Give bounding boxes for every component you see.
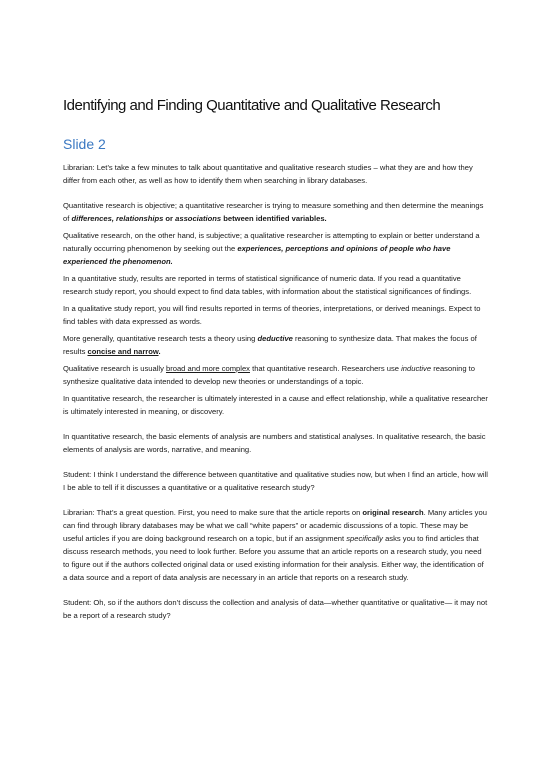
- document-body: [63, 161, 488, 622]
- paragraph-inductive: Qualitative research is usually broad and more complex that quantitative research. Researchers use inductive reasoning to synthesize qualitative data intended to develop new theories or understandings of a topic.: [63, 364, 475, 386]
- paragraph-deductive: More generally, quantitative research tests a theory using deductive reasoning to synthesize data. That makes the focus of results concise and narrow.: [63, 334, 477, 356]
- paragraph-qualitative-results: In a qualitative study report, you will find results reported in terms of theories, interpretations, or derived meanings. Expect to find tables with data expressed as words.: [63, 304, 481, 326]
- document-title: Identifying and Finding Quantitative and Qualitative Research: [63, 97, 441, 114]
- paragraph-cause-effect: In quantitative research, the researcher is ultimately interested in a cause and effect relationship, while a qualitative researcher is ultimately interested in meaning, or discovery.: [63, 394, 488, 416]
- paragraph-quantitative-definition: Quantitative research is objective; a quantitative researcher is trying to measure something and then determine the meanings of differences, relationships or associations between identified variables.: [63, 201, 484, 223]
- paragraph-librarian-answer: Librarian: That’s a great question. First, you need to make sure that the article reports on original research. Many articles you can find through library databases may be what we call “white papers” or academic discussions of a topic. These may be useful articles if you are doing background research on a topic, but if an assignment specifically asks you to find articles that discuss research methods, you need to look further. Before you assume that an article reports on a research study, you need to figure out if the authors collected original data or used existing information for their analysis. Either way, the identification of a data source and a report of data analysis are necessary in an article that reports on a research study.: [63, 508, 487, 582]
- paragraph-intro: Librarian: Let’s take a few minutes to talk about quantitative and qualitative research studies – what they are and how they differ from each other, as well as how to identify them when searching in library databases.: [63, 163, 473, 185]
- paragraph-quantitative-results: In a quantitative study, results are reported in terms of statistical significance of numeric data. If you read a quantitative research study report, you should expect to find data tables, with information about the statistical significances of findings.: [63, 274, 472, 296]
- paragraph-student-question: Student: I think I understand the difference between quantitative and qualitative studies now, but when I find an article, how will I be able to tell if it discusses a quantitative or a qualitative research study?: [63, 470, 488, 492]
- paragraph-qualitative-definition: Qualitative research, on the other hand, is subjective; a qualitative researcher is attempting to explain or better understand a naturally occurring phenomenon by seeking out the experiences, perceptions and opinions of people who have experienced the phenomenon.: [63, 231, 480, 266]
- paragraph-student-followup: Student: Oh, so if the authors don’t discuss the collection and analysis of data—whether quantitative or qualitative— it may not be a report of a research study?: [63, 598, 488, 620]
- slide-heading: Slide 2: [63, 136, 106, 152]
- paragraph-elements-of-analysis: In quantitative research, the basic elements of analysis are numbers and statistical analyses. In qualitative research, the basic elements of analysis are words, narrative, and meaning.: [63, 432, 486, 454]
